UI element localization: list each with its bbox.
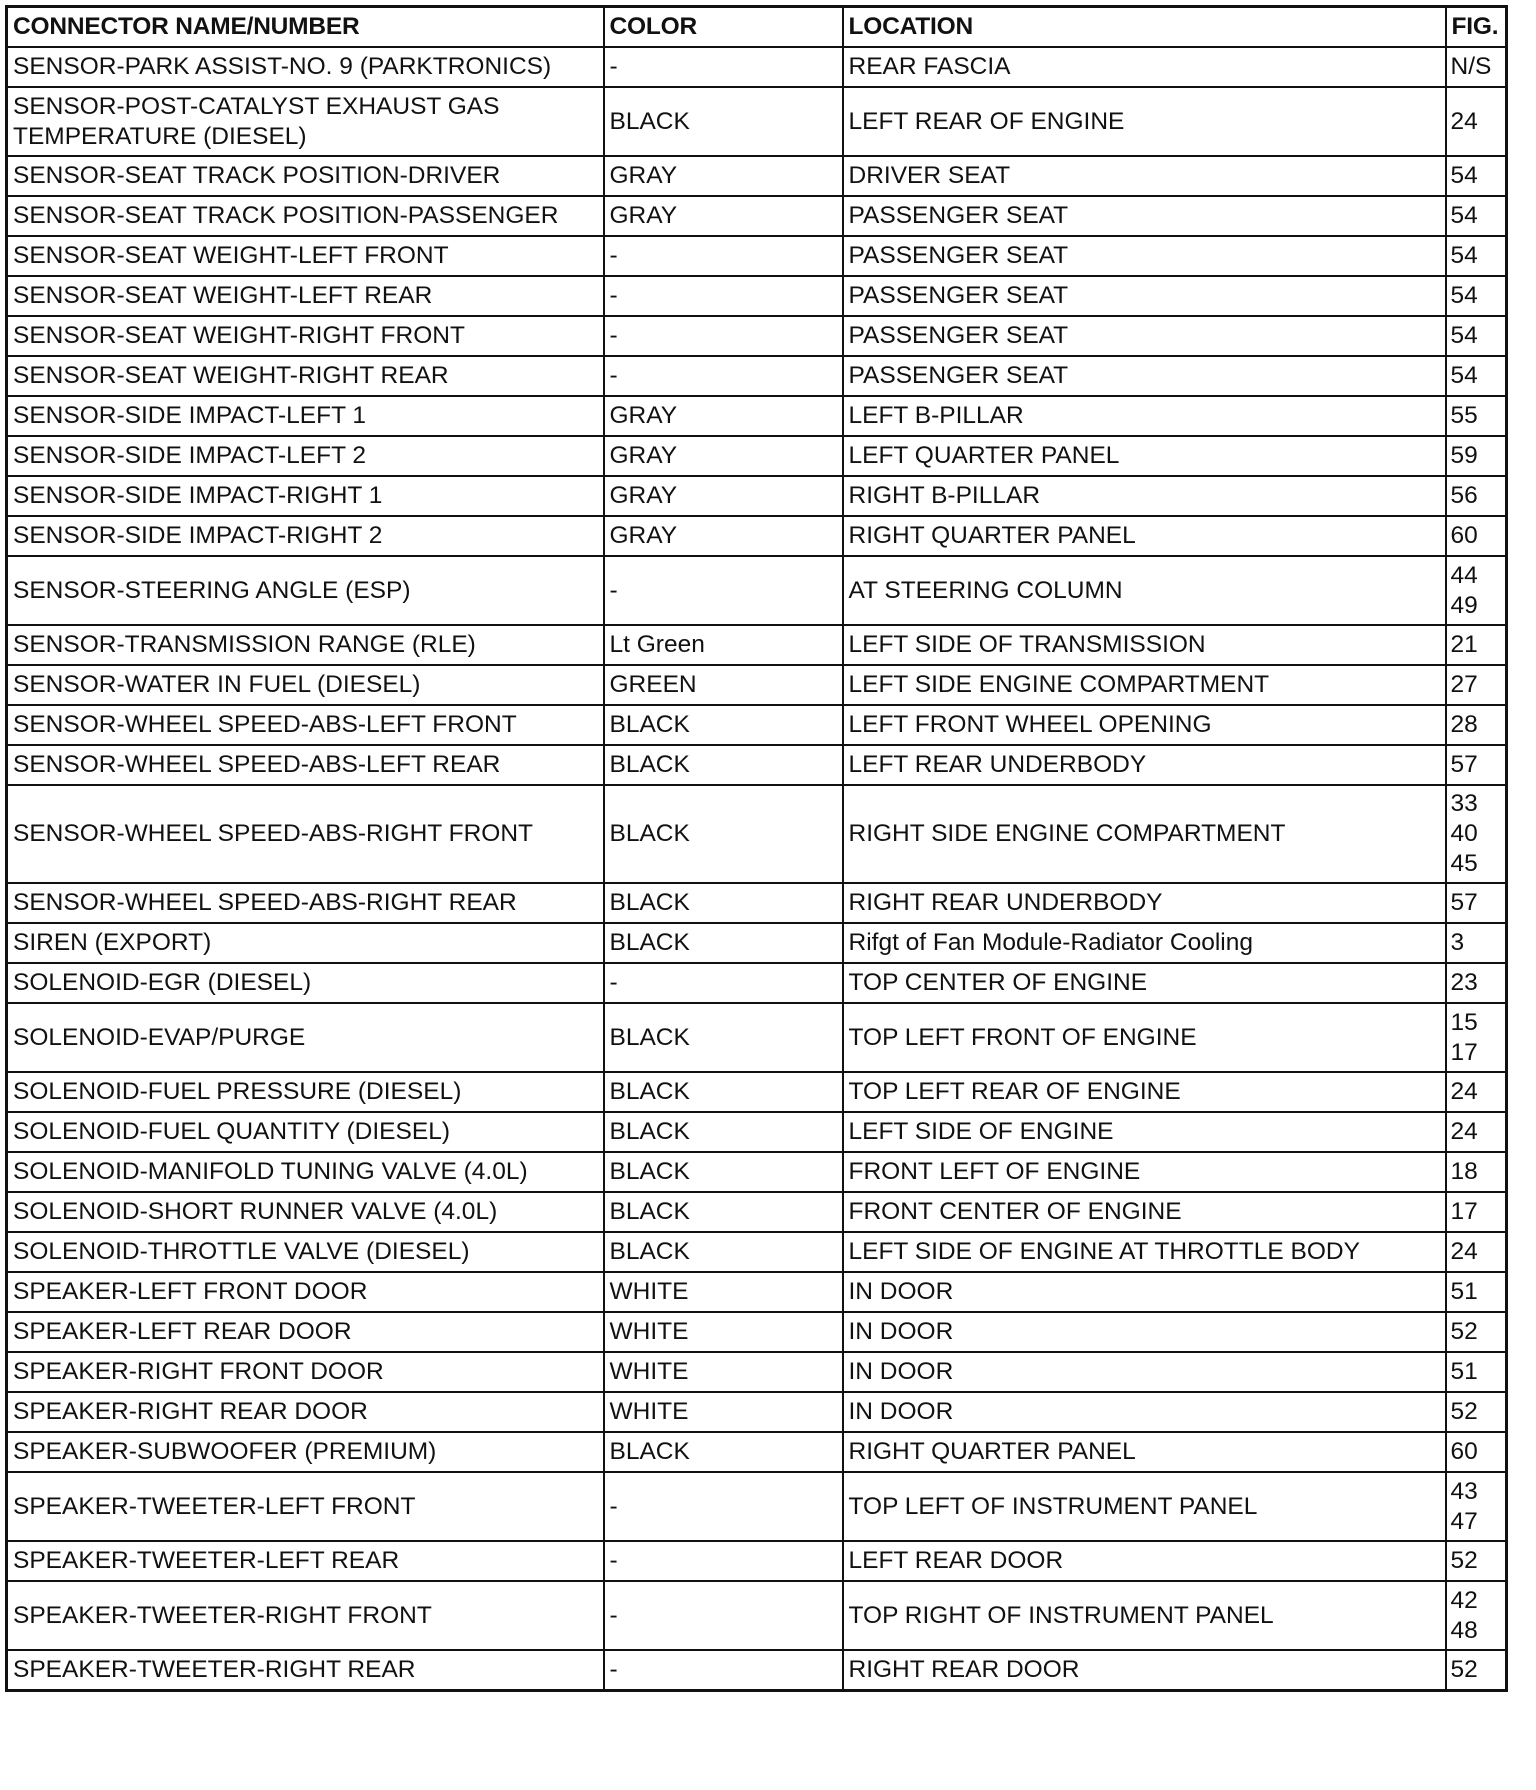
table-row bbox=[7, 1392, 1507, 1432]
fig-number: 59 bbox=[1450, 442, 1478, 469]
fig-cell bbox=[1446, 785, 1507, 883]
location-cell: IN DOOR bbox=[843, 1392, 1446, 1432]
fig-cell bbox=[1446, 745, 1507, 785]
color-cell: - bbox=[604, 963, 843, 1003]
table-row bbox=[7, 1192, 1507, 1232]
location-cell: PASSENGER SEAT bbox=[843, 316, 1446, 356]
connector-name-cell: SPEAKER-LEFT FRONT DOOR bbox=[7, 1272, 604, 1312]
color-cell: WHITE bbox=[604, 1312, 843, 1352]
color-cell: - bbox=[604, 276, 843, 316]
location-cell: LEFT FRONT WHEEL OPENING bbox=[843, 705, 1446, 745]
table-row bbox=[7, 476, 1507, 516]
connector-location-sheet bbox=[5, 5, 1505, 1692]
fig-number: 54 bbox=[1450, 282, 1478, 309]
connector-name-cell: SENSOR-SIDE IMPACT-LEFT 2 bbox=[7, 436, 604, 476]
fig-number: 52 bbox=[1450, 1318, 1478, 1345]
fig-number: 17 bbox=[1450, 1198, 1478, 1225]
connector-name-cell: SENSOR-PARK ASSIST-NO. 9 (PARKTRONICS) bbox=[7, 47, 604, 87]
fig-number: 48 bbox=[1450, 1616, 1478, 1644]
location-cell: LEFT SIDE ENGINE COMPARTMENT bbox=[843, 665, 1446, 705]
location-cell: LEFT B-PILLAR bbox=[843, 396, 1446, 436]
fig-number: 23 bbox=[1450, 969, 1478, 996]
location-cell: DRIVER SEAT bbox=[843, 156, 1446, 196]
fig-number: 54 bbox=[1450, 242, 1478, 269]
fig-number: 54 bbox=[1450, 362, 1478, 389]
fig-cell bbox=[1446, 1541, 1507, 1581]
color-cell: - bbox=[604, 356, 843, 396]
color-cell: BLACK bbox=[604, 1232, 843, 1272]
color-cell: BLACK bbox=[604, 883, 843, 923]
connector-name-cell: SPEAKER-TWEETER-RIGHT FRONT bbox=[7, 1581, 604, 1650]
fig-cell bbox=[1446, 625, 1507, 665]
location-cell: FRONT CENTER OF ENGINE bbox=[843, 1192, 1446, 1232]
color-cell: GRAY bbox=[604, 476, 843, 516]
fig-cell bbox=[1446, 1392, 1507, 1432]
header-connector-name: CONNECTOR NAME/NUMBER bbox=[7, 7, 604, 48]
location-cell: PASSENGER SEAT bbox=[843, 196, 1446, 236]
fig-number: 24 bbox=[1450, 1238, 1478, 1265]
connector-name-cell: SENSOR-WATER IN FUEL (DIESEL) bbox=[7, 665, 604, 705]
connector-table bbox=[5, 5, 1508, 1692]
fig-number: 60 bbox=[1450, 1438, 1478, 1465]
table-row bbox=[7, 1232, 1507, 1272]
location-cell: REAR FASCIA bbox=[843, 47, 1446, 87]
connector-name-cell: SENSOR-TRANSMISSION RANGE (RLE) bbox=[7, 625, 604, 665]
connector-name-cell: SOLENOID-FUEL PRESSURE (DIESEL) bbox=[7, 1072, 604, 1112]
color-cell: BLACK bbox=[604, 1003, 843, 1072]
fig-cell bbox=[1446, 236, 1507, 276]
connector-name-cell: SENSOR-SEAT WEIGHT-LEFT REAR bbox=[7, 276, 604, 316]
fig-cell bbox=[1446, 1352, 1507, 1392]
header-fig: FIG. bbox=[1446, 7, 1507, 48]
color-cell: BLACK bbox=[604, 1152, 843, 1192]
fig-cell bbox=[1446, 1112, 1507, 1152]
color-cell: - bbox=[604, 1541, 843, 1581]
connector-name-cell: SENSOR-SEAT WEIGHT-RIGHT REAR bbox=[7, 356, 604, 396]
table-row bbox=[7, 665, 1507, 705]
fig-cell bbox=[1446, 47, 1507, 87]
table-row bbox=[7, 745, 1507, 785]
color-cell: WHITE bbox=[604, 1272, 843, 1312]
fig-number: 24 bbox=[1450, 1118, 1478, 1145]
fig-number: 57 bbox=[1450, 751, 1478, 778]
color-cell: - bbox=[604, 47, 843, 87]
header-color: COLOR bbox=[604, 7, 843, 48]
fig-cell bbox=[1446, 1650, 1507, 1691]
location-cell: FRONT LEFT OF ENGINE bbox=[843, 1152, 1446, 1192]
fig-number: 42 bbox=[1450, 1586, 1478, 1614]
fig-number: 54 bbox=[1450, 202, 1478, 229]
connector-name-cell: SENSOR-SEAT WEIGHT-RIGHT FRONT bbox=[7, 316, 604, 356]
fig-number: 24 bbox=[1450, 107, 1478, 135]
location-cell: LEFT REAR UNDERBODY bbox=[843, 745, 1446, 785]
fig-cell bbox=[1446, 1432, 1507, 1472]
header-row bbox=[7, 7, 1507, 48]
color-cell: - bbox=[604, 1650, 843, 1691]
color-cell: BLACK bbox=[604, 1112, 843, 1152]
location-cell: LEFT REAR DOOR bbox=[843, 1541, 1446, 1581]
fig-cell bbox=[1446, 476, 1507, 516]
connector-name-cell: SOLENOID-MANIFOLD TUNING VALVE (4.0L) bbox=[7, 1152, 604, 1192]
table-row bbox=[7, 1272, 1507, 1312]
table-row bbox=[7, 1581, 1507, 1650]
fig-cell bbox=[1446, 1581, 1507, 1650]
table-row bbox=[7, 556, 1507, 625]
connector-name-cell: SENSOR-SEAT TRACK POSITION-DRIVER bbox=[7, 156, 604, 196]
fig-cell bbox=[1446, 665, 1507, 705]
table-row bbox=[7, 1312, 1507, 1352]
location-cell: PASSENGER SEAT bbox=[843, 356, 1446, 396]
connector-name-cell: SENSOR-SIDE IMPACT-LEFT 1 bbox=[7, 396, 604, 436]
fig-cell bbox=[1446, 396, 1507, 436]
location-cell: PASSENGER SEAT bbox=[843, 236, 1446, 276]
table-row bbox=[7, 963, 1507, 1003]
color-cell: - bbox=[604, 556, 843, 625]
location-cell: LEFT SIDE OF ENGINE AT THROTTLE BODY bbox=[843, 1232, 1446, 1272]
fig-cell bbox=[1446, 356, 1507, 396]
fig-number: 51 bbox=[1450, 1358, 1478, 1385]
fig-cell bbox=[1446, 1072, 1507, 1112]
fig-number: 24 bbox=[1450, 1078, 1478, 1105]
connector-name-cell: SENSOR-POST-CATALYST EXHAUST GAS TEMPERATURE (DIESEL) bbox=[7, 87, 604, 156]
table-row bbox=[7, 236, 1507, 276]
fig-cell bbox=[1446, 87, 1507, 156]
fig-number: 18 bbox=[1450, 1158, 1478, 1185]
color-cell: GREEN bbox=[604, 665, 843, 705]
fig-number: 44 bbox=[1450, 561, 1478, 589]
fig-number: 56 bbox=[1450, 482, 1478, 509]
fig-number: 54 bbox=[1450, 162, 1478, 189]
connector-name-cell: SPEAKER-TWEETER-LEFT REAR bbox=[7, 1541, 604, 1581]
table-row bbox=[7, 47, 1507, 87]
connector-name-cell: SPEAKER-SUBWOOFER (PREMIUM) bbox=[7, 1432, 604, 1472]
fig-cell bbox=[1446, 556, 1507, 625]
table-row bbox=[7, 705, 1507, 745]
fig-number: 21 bbox=[1450, 631, 1478, 658]
location-cell: RIGHT REAR DOOR bbox=[843, 1650, 1446, 1691]
table-row bbox=[7, 1472, 1507, 1541]
color-cell: BLACK bbox=[604, 87, 843, 156]
table-row bbox=[7, 1541, 1507, 1581]
location-cell: RIGHT B-PILLAR bbox=[843, 476, 1446, 516]
connector-name-cell: SENSOR-SIDE IMPACT-RIGHT 2 bbox=[7, 516, 604, 556]
fig-cell bbox=[1446, 963, 1507, 1003]
fig-number: 57 bbox=[1450, 889, 1478, 916]
fig-cell bbox=[1446, 1312, 1507, 1352]
location-cell: IN DOOR bbox=[843, 1272, 1446, 1312]
connector-name-cell: SOLENOID-EGR (DIESEL) bbox=[7, 963, 604, 1003]
color-cell: BLACK bbox=[604, 705, 843, 745]
table-row bbox=[7, 516, 1507, 556]
table-row bbox=[7, 923, 1507, 963]
location-cell: RIGHT QUARTER PANEL bbox=[843, 1432, 1446, 1472]
location-cell: TOP LEFT FRONT OF ENGINE bbox=[843, 1003, 1446, 1072]
color-cell: - bbox=[604, 316, 843, 356]
location-cell: RIGHT REAR UNDERBODY bbox=[843, 883, 1446, 923]
fig-number: 55 bbox=[1450, 402, 1478, 429]
fig-cell bbox=[1446, 705, 1507, 745]
location-cell: RIGHT SIDE ENGINE COMPARTMENT bbox=[843, 785, 1446, 883]
color-cell: BLACK bbox=[604, 745, 843, 785]
fig-number: 17 bbox=[1450, 1038, 1478, 1066]
location-cell: TOP CENTER OF ENGINE bbox=[843, 963, 1446, 1003]
color-cell: BLACK bbox=[604, 1192, 843, 1232]
fig-cell bbox=[1446, 923, 1507, 963]
color-cell: GRAY bbox=[604, 436, 843, 476]
table-row bbox=[7, 356, 1507, 396]
fig-number: 52 bbox=[1450, 1656, 1478, 1683]
table-row bbox=[7, 785, 1507, 883]
table-row bbox=[7, 625, 1507, 665]
connector-name-cell: SENSOR-WHEEL SPEED-ABS-RIGHT REAR bbox=[7, 883, 604, 923]
location-cell: IN DOOR bbox=[843, 1312, 1446, 1352]
color-cell: BLACK bbox=[604, 785, 843, 883]
fig-cell bbox=[1446, 1003, 1507, 1072]
fig-number: 49 bbox=[1450, 591, 1478, 619]
fig-number: N/S bbox=[1450, 53, 1492, 80]
fig-number: 40 bbox=[1450, 820, 1478, 847]
color-cell: GRAY bbox=[604, 156, 843, 196]
fig-cell bbox=[1446, 883, 1507, 923]
table-row bbox=[7, 1003, 1507, 1072]
location-cell: TOP LEFT REAR OF ENGINE bbox=[843, 1072, 1446, 1112]
fig-number: 52 bbox=[1450, 1547, 1478, 1574]
connector-name-cell: SENSOR-SEAT TRACK POSITION-PASSENGER bbox=[7, 196, 604, 236]
fig-cell bbox=[1446, 1152, 1507, 1192]
table-row bbox=[7, 1112, 1507, 1152]
table-row bbox=[7, 1650, 1507, 1691]
color-cell: BLACK bbox=[604, 1432, 843, 1472]
fig-cell bbox=[1446, 1272, 1507, 1312]
table-body bbox=[7, 47, 1507, 1691]
fig-cell bbox=[1446, 1192, 1507, 1232]
table-row bbox=[7, 1152, 1507, 1192]
fig-cell bbox=[1446, 196, 1507, 236]
table-row bbox=[7, 316, 1507, 356]
connector-name-cell: SPEAKER-RIGHT FRONT DOOR bbox=[7, 1352, 604, 1392]
fig-number: 3 bbox=[1450, 929, 1465, 956]
connector-name-cell: SENSOR-WHEEL SPEED-ABS-RIGHT FRONT bbox=[7, 785, 604, 883]
fig-cell bbox=[1446, 516, 1507, 556]
table-row bbox=[7, 436, 1507, 476]
connector-name-cell: SENSOR-SIDE IMPACT-RIGHT 1 bbox=[7, 476, 604, 516]
location-cell: AT STEERING COLUMN bbox=[843, 556, 1446, 625]
connector-name-cell: SENSOR-WHEEL SPEED-ABS-LEFT FRONT bbox=[7, 705, 604, 745]
color-cell: GRAY bbox=[604, 516, 843, 556]
location-cell: IN DOOR bbox=[843, 1352, 1446, 1392]
connector-name-cell: SPEAKER-TWEETER-LEFT FRONT bbox=[7, 1472, 604, 1541]
connector-name-cell: SENSOR-WHEEL SPEED-ABS-LEFT REAR bbox=[7, 745, 604, 785]
connector-name-cell: SOLENOID-FUEL QUANTITY (DIESEL) bbox=[7, 1112, 604, 1152]
fig-number: 52 bbox=[1450, 1398, 1478, 1425]
color-cell: BLACK bbox=[604, 1072, 843, 1112]
location-cell: TOP RIGHT OF INSTRUMENT PANEL bbox=[843, 1581, 1446, 1650]
table-row bbox=[7, 1072, 1507, 1112]
connector-name-cell: SOLENOID-THROTTLE VALVE (DIESEL) bbox=[7, 1232, 604, 1272]
connector-name-cell: SPEAKER-RIGHT REAR DOOR bbox=[7, 1392, 604, 1432]
location-cell: LEFT REAR OF ENGINE bbox=[843, 87, 1446, 156]
color-cell: Lt Green bbox=[604, 625, 843, 665]
fig-cell bbox=[1446, 316, 1507, 356]
fig-number: 28 bbox=[1450, 711, 1478, 738]
table-row bbox=[7, 156, 1507, 196]
fig-number: 51 bbox=[1450, 1278, 1478, 1305]
table-row bbox=[7, 196, 1507, 236]
color-cell: WHITE bbox=[604, 1392, 843, 1432]
fig-number: 45 bbox=[1450, 850, 1478, 877]
location-cell: PASSENGER SEAT bbox=[843, 276, 1446, 316]
table-row bbox=[7, 276, 1507, 316]
location-cell: Rifgt of Fan Module-Radiator Cooling bbox=[843, 923, 1446, 963]
color-cell: - bbox=[604, 236, 843, 276]
fig-number: 15 bbox=[1450, 1008, 1478, 1036]
location-cell: LEFT SIDE OF ENGINE bbox=[843, 1112, 1446, 1152]
location-cell: LEFT SIDE OF TRANSMISSION bbox=[843, 625, 1446, 665]
color-cell: - bbox=[604, 1581, 843, 1650]
fig-number: 54 bbox=[1450, 322, 1478, 349]
color-cell: - bbox=[604, 1472, 843, 1541]
fig-number: 60 bbox=[1450, 522, 1478, 549]
color-cell: GRAY bbox=[604, 396, 843, 436]
fig-cell bbox=[1446, 1472, 1507, 1541]
color-cell: GRAY bbox=[604, 196, 843, 236]
fig-cell bbox=[1446, 436, 1507, 476]
fig-cell bbox=[1446, 1232, 1507, 1272]
table-row bbox=[7, 883, 1507, 923]
fig-number: 27 bbox=[1450, 671, 1478, 698]
connector-name-cell: SOLENOID-SHORT RUNNER VALVE (4.0L) bbox=[7, 1192, 604, 1232]
table-row bbox=[7, 87, 1507, 156]
location-cell: TOP LEFT OF INSTRUMENT PANEL bbox=[843, 1472, 1446, 1541]
color-cell: WHITE bbox=[604, 1352, 843, 1392]
fig-cell bbox=[1446, 276, 1507, 316]
connector-name-cell: SPEAKER-TWEETER-RIGHT REAR bbox=[7, 1650, 604, 1691]
fig-number: 33 bbox=[1450, 790, 1478, 817]
connector-name-cell: SOLENOID-EVAP/PURGE bbox=[7, 1003, 604, 1072]
connector-name-cell: SENSOR-STEERING ANGLE (ESP) bbox=[7, 556, 604, 625]
fig-cell bbox=[1446, 156, 1507, 196]
connector-name-cell: SPEAKER-LEFT REAR DOOR bbox=[7, 1312, 604, 1352]
location-cell: RIGHT QUARTER PANEL bbox=[843, 516, 1446, 556]
color-cell: BLACK bbox=[604, 923, 843, 963]
header-location: LOCATION bbox=[843, 7, 1446, 48]
location-cell: LEFT QUARTER PANEL bbox=[843, 436, 1446, 476]
connector-name-cell: SIREN (EXPORT) bbox=[7, 923, 604, 963]
connector-name-cell: SENSOR-SEAT WEIGHT-LEFT FRONT bbox=[7, 236, 604, 276]
fig-number: 43 bbox=[1450, 1477, 1478, 1505]
table-row bbox=[7, 1352, 1507, 1392]
table-row bbox=[7, 396, 1507, 436]
fig-number: 47 bbox=[1450, 1507, 1478, 1535]
table-row bbox=[7, 1432, 1507, 1472]
